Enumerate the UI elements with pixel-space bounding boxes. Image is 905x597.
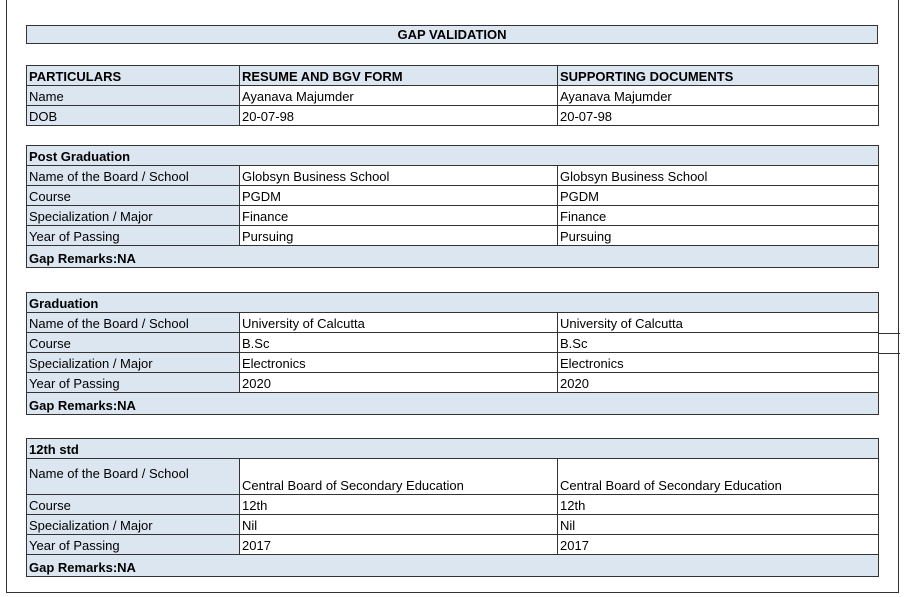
gridline (878, 333, 900, 334)
header-row (27, 66, 879, 86)
twelfth-std-table (26, 438, 879, 577)
gridline (878, 353, 900, 354)
section-heading-row (27, 293, 879, 313)
resume-value: 12th (240, 495, 558, 515)
docs-value: 12th (558, 495, 879, 515)
row-label: Year of Passing (27, 535, 240, 555)
docs-value: Pursuing (558, 226, 879, 246)
resume-value: PGDM (240, 186, 558, 206)
docs-value: Central Board of Secondary Education (558, 459, 879, 495)
table-row (27, 86, 879, 106)
table-row (27, 353, 879, 373)
row-label: Year of Passing (27, 373, 240, 393)
table-row (27, 535, 879, 555)
gap-remarks: Gap Remarks:NA (27, 393, 879, 415)
header-particulars: PARTICULARS (27, 66, 240, 86)
table-row (27, 206, 879, 226)
row-label: Specialization / Major (27, 206, 240, 226)
docs-value: PGDM (558, 186, 879, 206)
header-resume: RESUME AND BGV FORM (240, 66, 558, 86)
resume-value: 2017 (240, 535, 558, 555)
remarks-row (27, 555, 879, 577)
table-row (27, 373, 879, 393)
post-graduation-table (26, 145, 879, 268)
table-row (27, 226, 879, 246)
resume-value: 20-07-98 (240, 106, 558, 126)
table-row (27, 459, 879, 495)
row-label: Name of the Board / School (27, 166, 240, 186)
table-row (27, 186, 879, 206)
table-row (27, 515, 879, 535)
docs-value: 20-07-98 (558, 106, 879, 126)
docs-value: 2017 (558, 535, 879, 555)
row-label: Specialization / Major (27, 353, 240, 373)
page-title: GAP VALIDATION (26, 25, 878, 44)
docs-value: 2020 (558, 373, 879, 393)
table-row (27, 166, 879, 186)
section-heading: Graduation (27, 293, 879, 313)
row-label: Course (27, 186, 240, 206)
section-heading-row (27, 439, 879, 459)
row-label: Course (27, 333, 240, 353)
resume-value: 2020 (240, 373, 558, 393)
particulars-table (26, 65, 879, 126)
resume-value: Electronics (240, 353, 558, 373)
docs-value: Nil (558, 515, 879, 535)
header-documents: SUPPORTING DOCUMENTS (558, 66, 879, 86)
docs-value: Electronics (558, 353, 879, 373)
row-label: Course (27, 495, 240, 515)
section-heading: Post Graduation (27, 146, 879, 166)
resume-value: Pursuing (240, 226, 558, 246)
resume-value: University of Calcutta (240, 313, 558, 333)
resume-value: Ayanava Majumder (240, 86, 558, 106)
section-heading: 12th std (27, 439, 879, 459)
docs-value: B.Sc (558, 333, 879, 353)
table-row (27, 333, 879, 353)
row-label: Year of Passing (27, 226, 240, 246)
table-row (27, 313, 879, 333)
remarks-row (27, 246, 879, 268)
row-label: Name (27, 86, 240, 106)
section-heading-row (27, 146, 879, 166)
remarks-row (27, 393, 879, 415)
gap-remarks: Gap Remarks:NA (27, 246, 879, 268)
resume-value: Globsyn Business School (240, 166, 558, 186)
row-label: Specialization / Major (27, 515, 240, 535)
resume-value: Central Board of Secondary Education (240, 459, 558, 495)
resume-value: B.Sc (240, 333, 558, 353)
docs-value: University of Calcutta (558, 313, 879, 333)
docs-value: Ayanava Majumder (558, 86, 879, 106)
table-row (27, 495, 879, 515)
row-label: Name of the Board / School (27, 313, 240, 333)
table-row (27, 106, 879, 126)
resume-value: Nil (240, 515, 558, 535)
docs-value: Globsyn Business School (558, 166, 879, 186)
docs-value: Finance (558, 206, 879, 226)
graduation-table (26, 292, 879, 415)
gap-remarks: Gap Remarks:NA (27, 555, 879, 577)
resume-value: Finance (240, 206, 558, 226)
row-label: DOB (27, 106, 240, 126)
row-label: Name of the Board / School (27, 459, 240, 495)
